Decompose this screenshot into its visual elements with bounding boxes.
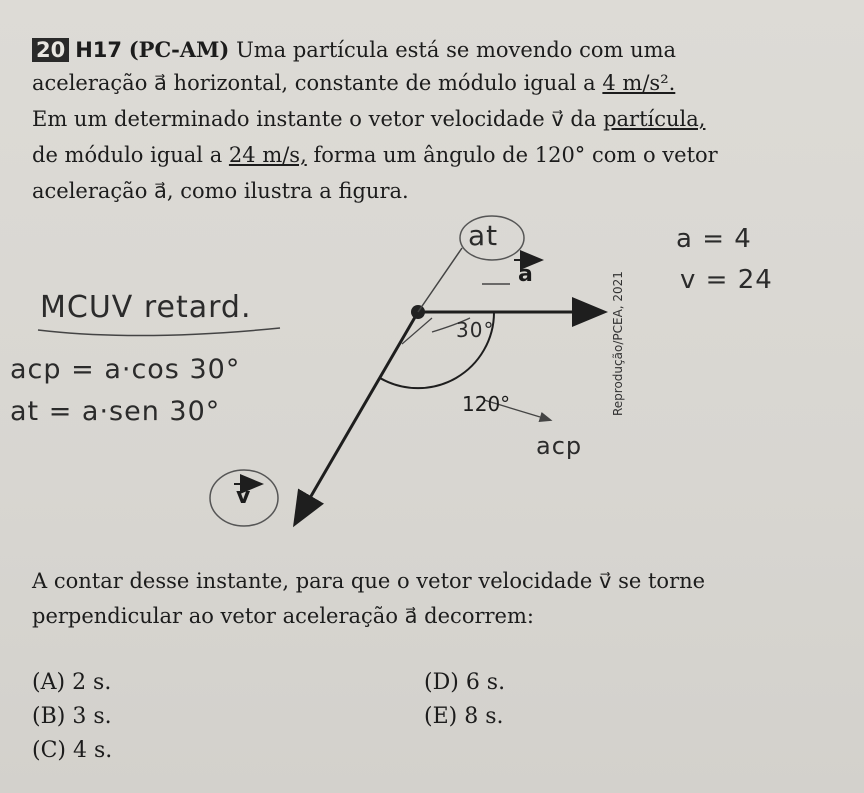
question-number: 20 (32, 38, 69, 62)
option-letter: (C) (32, 738, 66, 763)
option-value: 8 s. (464, 704, 504, 729)
prompt-line-1: A contar desse instante, para que o vetor velocidade v⃗ se torne (32, 569, 706, 593)
hand-underline (38, 328, 280, 336)
hand-motion-note: MCUV retard. (40, 290, 252, 325)
option-value: 4 s. (73, 738, 113, 763)
question-source: (PC-AM) (128, 37, 230, 62)
option-value: 3 s. (72, 704, 112, 729)
hand-at-formula: at = a·sen 30° (10, 396, 221, 427)
figure-credit: Reprodução/PCEA, 2021 (611, 271, 625, 416)
option-letter: (D) (424, 670, 459, 695)
hand-acp-formula: acp = a·cos 30° (10, 354, 241, 385)
statement-line: Em um determinado instante o vetor velocidade v⃗ da (32, 107, 597, 131)
statement-line: aceleração a⃗, como ilustra a figura. (32, 179, 409, 203)
statement-line: forma um ângulo de 120° com o vetor (313, 143, 718, 167)
option-d[interactable] (424, 668, 505, 698)
option-b[interactable] (32, 702, 112, 732)
vector-a-label: a (518, 262, 533, 287)
accel-value: 4 m/s². (602, 71, 676, 95)
statement-underlined: partícula, (603, 107, 706, 131)
question-code: H17 (75, 38, 123, 62)
angle-label: 120° (462, 392, 511, 416)
hand-a-value: a = 4 (676, 224, 752, 254)
velocity-vector (296, 312, 418, 522)
option-value: 2 s. (72, 670, 112, 695)
hand-v-value: v = 24 (680, 265, 773, 295)
statement-line: aceleração a⃗ horizontal, constante de módulo igual a (32, 71, 596, 95)
option-letter: (A) (32, 670, 66, 695)
option-value: 6 s. (465, 670, 506, 695)
option-a[interactable] (32, 668, 111, 698)
option-letter: (E) (424, 704, 458, 729)
hand-acp-label: acp (536, 432, 583, 460)
speed-value: 24 m/s, (228, 143, 307, 167)
hand-angle-30: 30° (456, 318, 495, 342)
hand-at-line (418, 248, 462, 312)
statement-line: de módulo igual a (32, 143, 223, 167)
hand-at-label: at (468, 219, 499, 252)
statement-line: Uma partícula está se movendo com uma (236, 38, 677, 62)
vector-v-label: v (236, 484, 251, 509)
prompt-line-2: perpendicular ao vetor aceleração a⃗ decorrem: (32, 604, 534, 628)
option-e[interactable] (424, 702, 504, 732)
option-letter: (B) (32, 704, 66, 729)
option-c[interactable] (32, 736, 112, 766)
